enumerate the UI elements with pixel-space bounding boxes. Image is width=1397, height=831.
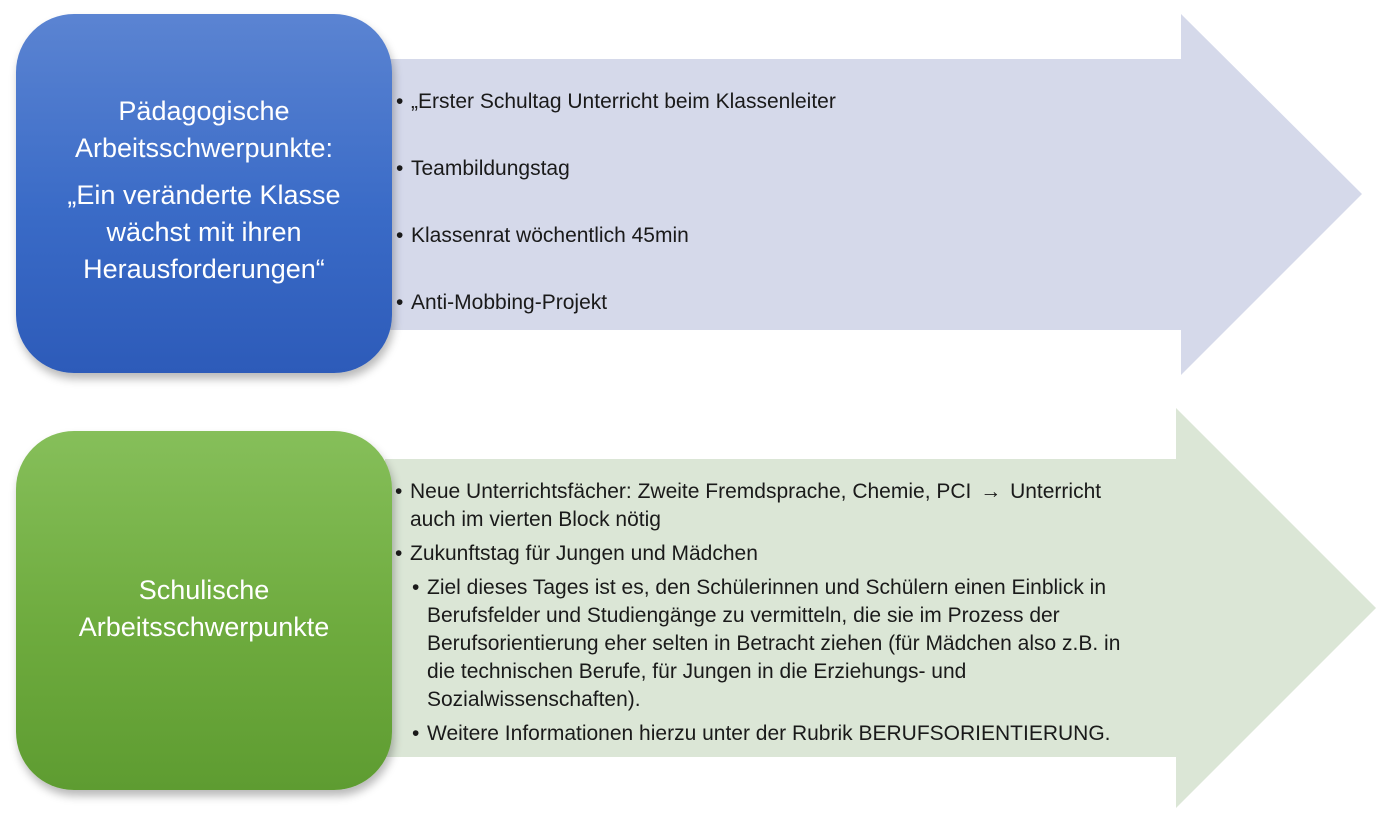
bullet-icon: • <box>395 480 403 503</box>
list-item-line: Berufsorientierung eher selten in Betracht ziehen (für Mädchen also z.B. in <box>427 632 1121 655</box>
schulische-title-box <box>16 431 392 790</box>
list-item-text: Neue Unterrichtsfächer: Zweite Fremdsprache, Chemie, PCI <box>410 480 972 503</box>
list-item-text: Anti-Mobbing-Projekt <box>411 291 608 314</box>
motto-line: wächst mit ihren <box>106 217 302 247</box>
padagogische-motto <box>67 177 340 288</box>
bullet-icon: • <box>412 722 420 745</box>
motto-line: „Ein veränderte Klasse <box>67 180 341 210</box>
bullet-icon: • <box>396 157 404 180</box>
title-line: Arbeitsschwerpunkte <box>78 611 330 642</box>
list-item-text: Weitere Informationen hierzu unter der Rubrik BERUFSORIENTIERUNG. <box>427 722 1111 745</box>
list-item-line: Ziel dieses Tages ist es, den Schülerinnen und Schülern einen Einblick in <box>427 576 1107 599</box>
list-item-line <box>410 478 1210 506</box>
bullet-icon: • <box>396 224 404 247</box>
padagogische-list <box>396 88 1171 356</box>
list-item <box>396 222 1171 250</box>
title-line: Pädagogische <box>118 96 290 126</box>
list-item <box>395 478 1210 534</box>
schulische-title <box>79 572 330 646</box>
bullet-icon: • <box>396 90 404 113</box>
list-item <box>396 289 1171 317</box>
bullet-icon: • <box>396 291 404 314</box>
list-item <box>396 88 1171 116</box>
bullet-icon: • <box>395 542 403 565</box>
list-item-text: Zukunftstag für Jungen und Mädchen <box>410 542 758 565</box>
bullet-icon: • <box>412 576 420 599</box>
list-item <box>396 155 1171 183</box>
list-item-line: Berufsfelder und Studiengänge zu vermitteln, die sie im Prozess der <box>427 604 1060 627</box>
list-item-text: Unterricht <box>1010 480 1102 503</box>
list-item-line: Sozialwissenschaften). <box>427 688 641 711</box>
list-item <box>395 540 1210 568</box>
list-item-text: Teambildungstag <box>411 157 570 180</box>
sub-list-item <box>412 574 1210 714</box>
list-item-line: die technischen Berufe, für Jungen in die Erziehungs- und <box>427 660 967 683</box>
padagogische-title-box <box>16 14 392 373</box>
title-line: Schulische <box>138 574 270 605</box>
sub-list-item <box>412 720 1210 748</box>
list-item-text: Klassenrat wöchentlich 45min <box>411 224 689 247</box>
motto-line: Herausforderungen“ <box>83 254 325 284</box>
right-arrow-icon: → <box>980 480 1002 503</box>
schulische-list <box>395 478 1210 754</box>
list-item-text: „Erster Schultag Unterricht beim Klassenleiter <box>411 90 836 113</box>
title-line: Arbeitsschwerpunkte: <box>74 133 334 163</box>
padagogische-title <box>75 93 333 167</box>
list-item-continuation: auch im vierten Block nötig <box>410 508 661 531</box>
